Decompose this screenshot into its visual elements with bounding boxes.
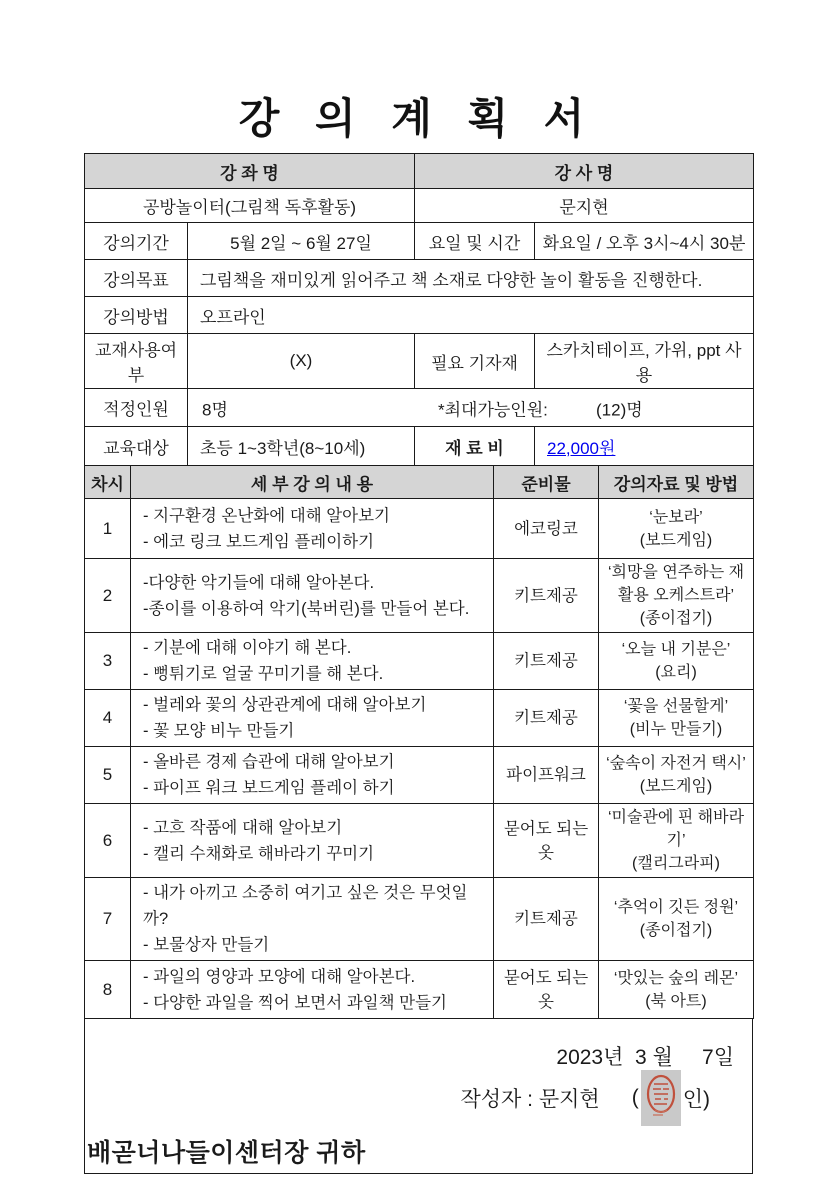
session-number: 3 [85, 633, 131, 690]
session-content: - 지구환경 온난화에 대해 알아보기 - 에코 링크 보드게임 플레이하기 [131, 499, 494, 559]
resources-header: 강의자료 및 방법 [599, 466, 754, 499]
target-label: 교육대상 [85, 427, 188, 466]
session-materials: 묻어도 되는 옷 [494, 804, 599, 878]
session-number: 4 [85, 690, 131, 747]
document-date: 2023년 3 월 7일 [556, 1046, 734, 1069]
session-resources: ‘꽃을 선물할게’ (비누 만들기) [599, 690, 754, 747]
session-content: - 올바른 경제 습관에 대해 알아보기 - 파이프 워크 보드게임 플레이 하기 [131, 747, 494, 804]
daytime-value: 화요일 / 오후 3시~4시 30분 [535, 223, 754, 260]
session-number: 5 [85, 747, 131, 804]
seal-paren-close: 인) [682, 1088, 710, 1111]
session-materials: 에코링코 [494, 499, 599, 559]
signature-section [84, 1019, 753, 1174]
textbook-value: (X) [188, 334, 415, 389]
recipient-line: 배곧너나들이센터장 귀하 [87, 1139, 366, 1167]
instructor-value: 문지현 [415, 189, 754, 223]
equipment-value: 스카치테이프, 가위, ppt 사용 [535, 334, 754, 389]
session-materials: 키트제공 [494, 878, 599, 961]
instructor-header: 강 사 명 [415, 154, 754, 189]
session-content: -다양한 악기들에 대해 알아본다. -종이를 이용하여 악기(북버린)를 만들어 본다. [131, 559, 494, 633]
schedule-row [85, 747, 754, 804]
schedule-row [85, 633, 754, 690]
capacity-cell [188, 389, 754, 427]
schedule-row [85, 804, 754, 878]
fee-link[interactable]: 22,000원 [547, 438, 616, 458]
goal-label: 강의목표 [85, 260, 188, 297]
content-header: 세 부 강 의 내 용 [131, 466, 494, 499]
session-content: - 고흐 작품에 대해 알아보기 - 캘리 수채화로 해바라기 꾸미기 [131, 804, 494, 878]
session-content: - 과일의 영양과 모양에 대해 알아본다. - 다양한 과일을 찍어 보면서 과일책 만들기 [131, 961, 494, 1019]
session-resources: ‘눈보라’ (보드게임) [599, 499, 754, 559]
session-materials: 키트제공 [494, 559, 599, 633]
course-name-header: 강 좌 명 [85, 154, 415, 189]
capacity-value: 8명 [202, 400, 228, 419]
target-value: 초등 1~3학년(8~10세) [188, 427, 415, 466]
session-resources: ‘맛있는 숲의 레몬’ (북 아트) [599, 961, 754, 1019]
session-content: - 기분에 대해 이야기 해 본다. - 뻥튀기로 얼굴 꾸미기를 해 본다. [131, 633, 494, 690]
session-header: 차시 [85, 466, 131, 499]
course-name-value: 공방놀이터(그림책 독후활동) [85, 189, 415, 223]
signature-stamp-icon [641, 1070, 681, 1126]
max-capacity-label: *최대가능인원: [438, 400, 548, 419]
schedule-row [85, 878, 754, 961]
session-number: 6 [85, 804, 131, 878]
session-materials: 파이프워크 [494, 747, 599, 804]
materials-header: 준비물 [494, 466, 599, 499]
session-resources: ‘미술관에 핀 해바라기’ (캘리그라피) [599, 804, 754, 878]
session-number: 7 [85, 878, 131, 961]
fee-label: 재 료 비 [415, 427, 535, 466]
course-info-table [84, 153, 754, 466]
session-number: 1 [85, 499, 131, 559]
session-materials: 키트제공 [494, 633, 599, 690]
schedule-row [85, 961, 754, 1019]
seal-area [632, 1083, 710, 1113]
page-title: 강 의 계 획 서 [238, 95, 597, 142]
schedule-row [85, 559, 754, 633]
textbook-label: 교재사용여부 [85, 334, 188, 389]
session-resources: ‘오늘 내 기분은’ (요리) [599, 633, 754, 690]
session-content: - 벌레와 꽃의 상관관계에 대해 알아보기 - 꽃 모양 비누 만들기 [131, 690, 494, 747]
schedule-row [85, 499, 754, 559]
daytime-label: 요일 및 시간 [415, 223, 535, 260]
author-line [85, 1083, 752, 1113]
seal-paren-open: ( [631, 1086, 639, 1109]
period-value: 5월 2일 ~ 6월 27일 [188, 223, 415, 260]
author-name: 작성자 : 문지현 [460, 1088, 600, 1111]
session-materials: 묻어도 되는 옷 [494, 961, 599, 1019]
period-label: 강의기간 [85, 223, 188, 260]
schedule-table [84, 465, 754, 1019]
session-materials: 키트제공 [494, 690, 599, 747]
session-content: - 내가 아끼고 소중히 여기고 싶은 것은 무엇일까? - 보물상자 만들기 [131, 878, 494, 961]
goal-value: 그림책을 재미있게 읽어주고 책 소재로 다양한 놀이 활동을 진행한다. [188, 260, 754, 297]
session-resources: ‘희망을 연주하는 재활용 오케스트라’ (종이접기) [599, 559, 754, 633]
session-number: 8 [85, 961, 131, 1019]
capacity-label: 적정인원 [85, 389, 188, 427]
session-resources: ‘숲속이 자전거 택시’ (보드게임) [599, 747, 754, 804]
max-capacity-value: (12)명 [596, 400, 643, 419]
session-number: 2 [85, 559, 131, 633]
equipment-label: 필요 기자재 [415, 334, 535, 389]
session-resources: ‘추억이 깃든 정원’ (종이접기) [599, 878, 754, 961]
method-label: 강의방법 [85, 297, 188, 334]
schedule-row [85, 690, 754, 747]
method-value: 오프라인 [188, 297, 754, 334]
